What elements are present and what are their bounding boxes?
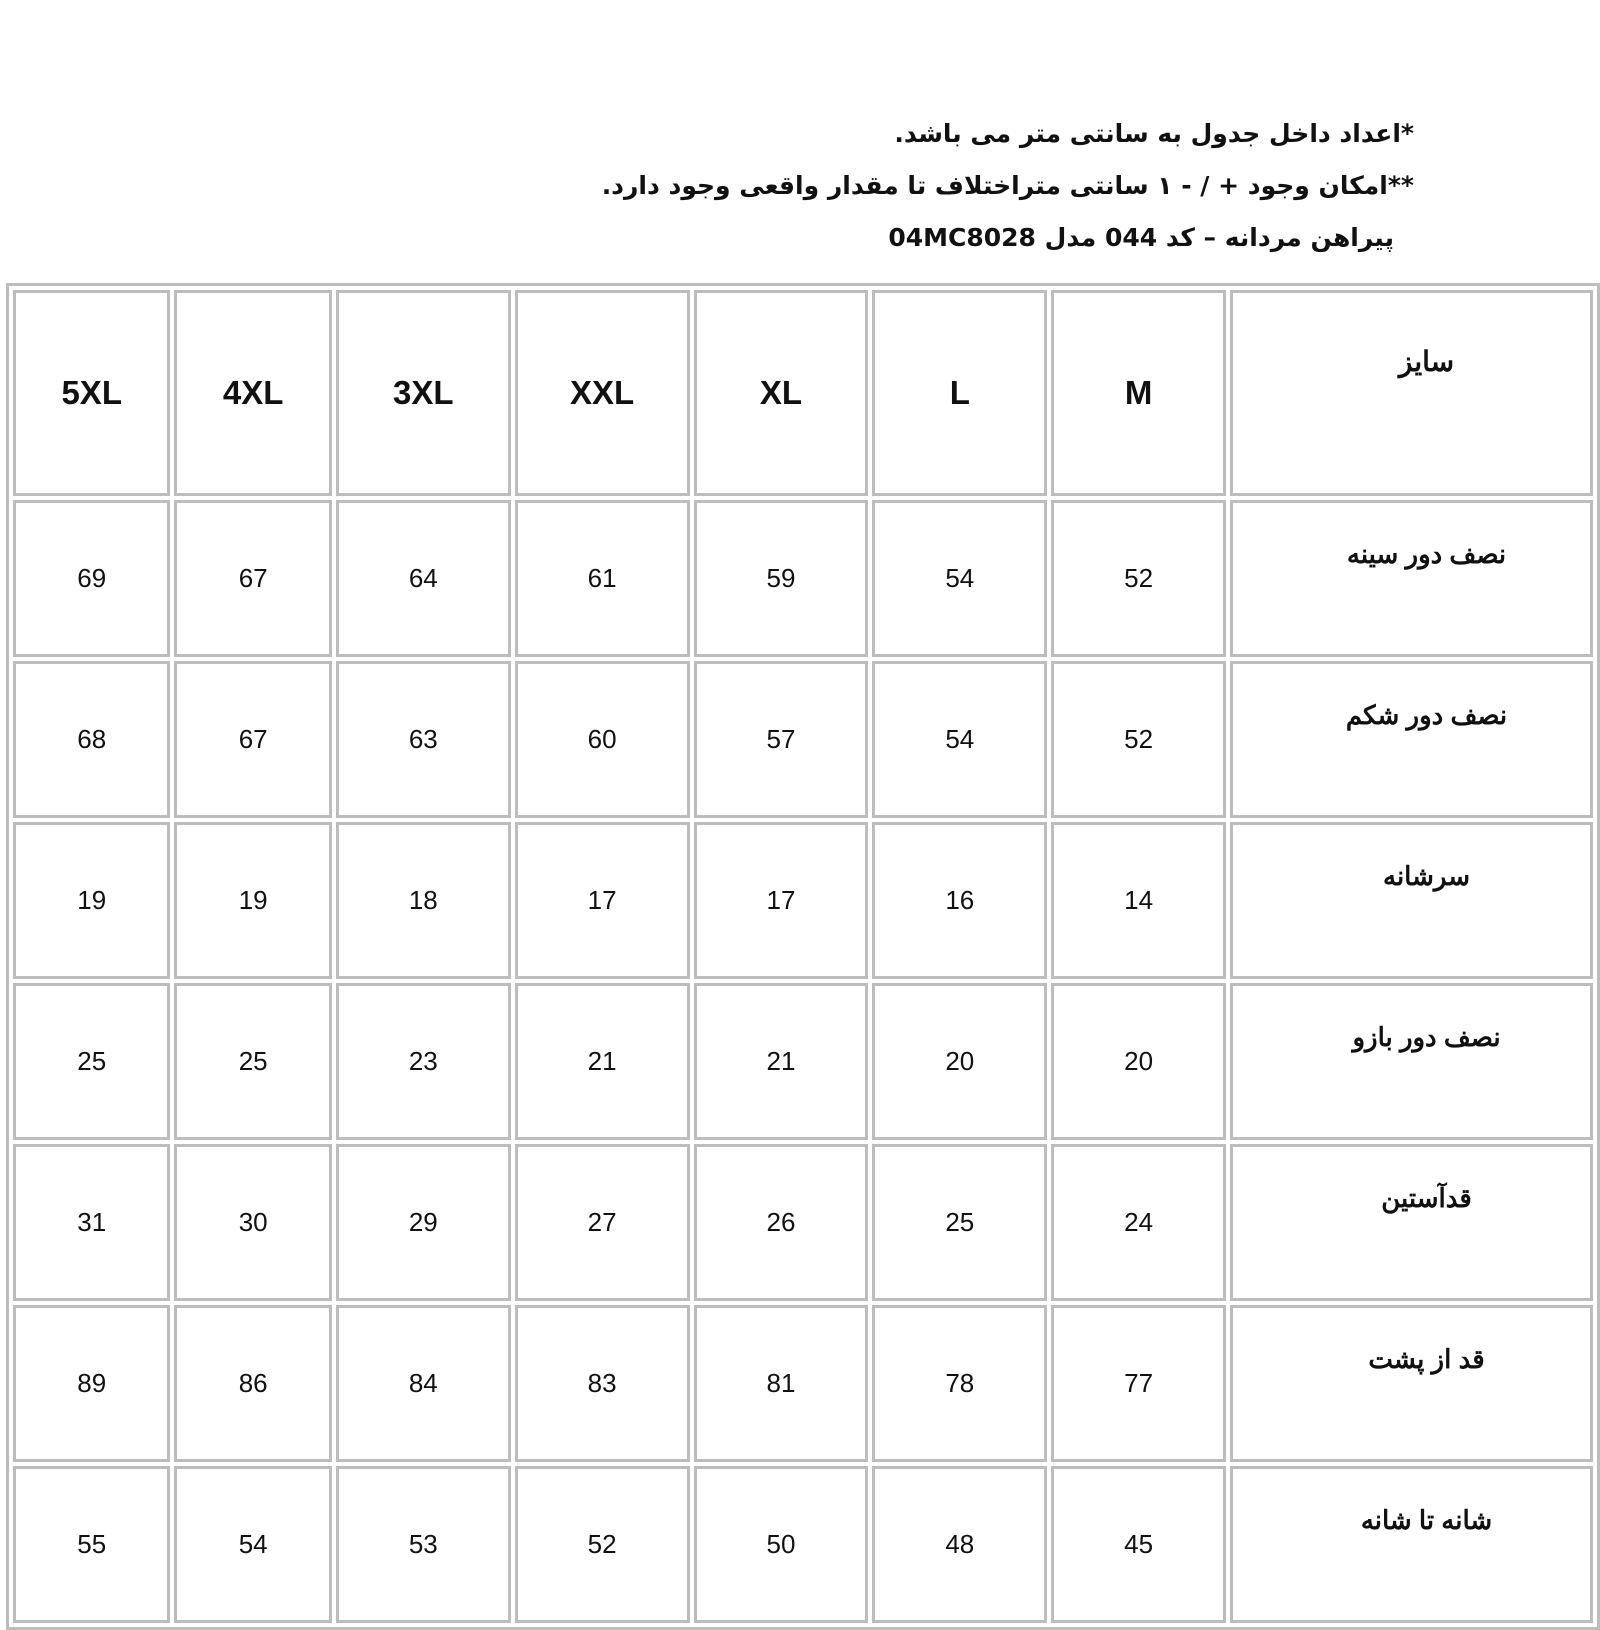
table-cell: 81 — [694, 1305, 869, 1462]
row-label: نصف دور شکم — [1230, 661, 1593, 818]
table-row — [13, 1305, 1593, 1462]
table-cell: 21 — [694, 983, 869, 1140]
table-cell: 52 — [515, 1466, 690, 1623]
row-label: قدآستین — [1230, 1144, 1593, 1301]
size-header-cell: XXL — [515, 290, 690, 496]
size-header-cell: M — [1051, 290, 1226, 496]
size-header-cell: 5XL — [13, 290, 170, 496]
table-cell: 77 — [1051, 1305, 1226, 1462]
table-cell: 31 — [13, 1144, 170, 1301]
row-label: نصف دور بازو — [1230, 983, 1593, 1140]
table-cell: 54 — [872, 500, 1047, 657]
table-cell: 26 — [694, 1144, 869, 1301]
table-cell: 86 — [174, 1305, 331, 1462]
table-cell: 25 — [174, 983, 331, 1140]
table-cell: 23 — [336, 983, 511, 1140]
table-cell: 83 — [515, 1305, 690, 1462]
size-notes — [601, 108, 1414, 264]
row-label: سرشانه — [1230, 822, 1593, 979]
table-cell: 14 — [1051, 822, 1226, 979]
table-row — [13, 983, 1593, 1140]
table-cell: 20 — [1051, 983, 1226, 1140]
table-cell: 69 — [13, 500, 170, 657]
product-title: پیراهن مردانه – کد 044 مدل 04MC8028 — [888, 223, 1394, 252]
table-cell: 20 — [872, 983, 1047, 1140]
table-cell: 64 — [336, 500, 511, 657]
table-cell: 30 — [174, 1144, 331, 1301]
table-cell: 18 — [336, 822, 511, 979]
table-cell: 53 — [336, 1466, 511, 1623]
table-cell: 52 — [1051, 500, 1226, 657]
table-cell: 21 — [515, 983, 690, 1140]
table-row — [13, 500, 1593, 657]
tolerance-note: **امکان وجود + / - ۱ سانتی متراختلاف تا مقدار واقعی وجود دارد. — [601, 171, 1414, 200]
table-cell: 57 — [694, 661, 869, 818]
table-cell: 78 — [872, 1305, 1047, 1462]
table-cell: 55 — [13, 1466, 170, 1623]
table-cell: 67 — [174, 500, 331, 657]
table-cell: 63 — [336, 661, 511, 818]
table-cell: 29 — [336, 1144, 511, 1301]
table-cell: 54 — [872, 661, 1047, 818]
measurement-unit-note: *اعداد داخل جدول به سانتی متر می باشد. — [894, 119, 1414, 148]
table-cell: 89 — [13, 1305, 170, 1462]
table-row — [13, 661, 1593, 818]
table-cell: 25 — [872, 1144, 1047, 1301]
table-cell: 68 — [13, 661, 170, 818]
table-cell: 50 — [694, 1466, 869, 1623]
size-chart-table — [6, 283, 1600, 1630]
table-cell: 16 — [872, 822, 1047, 979]
table-cell: 67 — [174, 661, 331, 818]
table-cell: 19 — [13, 822, 170, 979]
size-header-cell: 3XL — [336, 290, 511, 496]
row-label: شانه تا شانه — [1230, 1466, 1593, 1623]
table-cell: 27 — [515, 1144, 690, 1301]
table-cell: 59 — [694, 500, 869, 657]
table-row — [13, 1466, 1593, 1623]
table-row — [13, 1144, 1593, 1301]
table-cell: 61 — [515, 500, 690, 657]
size-header-cell: XL — [694, 290, 869, 496]
table-cell: 84 — [336, 1305, 511, 1462]
table-cell: 24 — [1051, 1144, 1226, 1301]
size-header-cell: L — [872, 290, 1047, 496]
table-cell: 25 — [13, 983, 170, 1140]
table-cell: 17 — [694, 822, 869, 979]
table-cell: 54 — [174, 1466, 331, 1623]
table-cell: 19 — [174, 822, 331, 979]
table-cell: 52 — [1051, 661, 1226, 818]
size-header-row — [13, 290, 1593, 496]
row-label: نصف دور سینه — [1230, 500, 1593, 657]
row-label: قد از پشت — [1230, 1305, 1593, 1462]
size-header-cell: 4XL — [174, 290, 331, 496]
size-header-label: سایز — [1230, 290, 1593, 496]
table-row — [13, 822, 1593, 979]
table-cell: 17 — [515, 822, 690, 979]
table-cell: 48 — [872, 1466, 1047, 1623]
table-cell: 60 — [515, 661, 690, 818]
table-cell: 45 — [1051, 1466, 1226, 1623]
